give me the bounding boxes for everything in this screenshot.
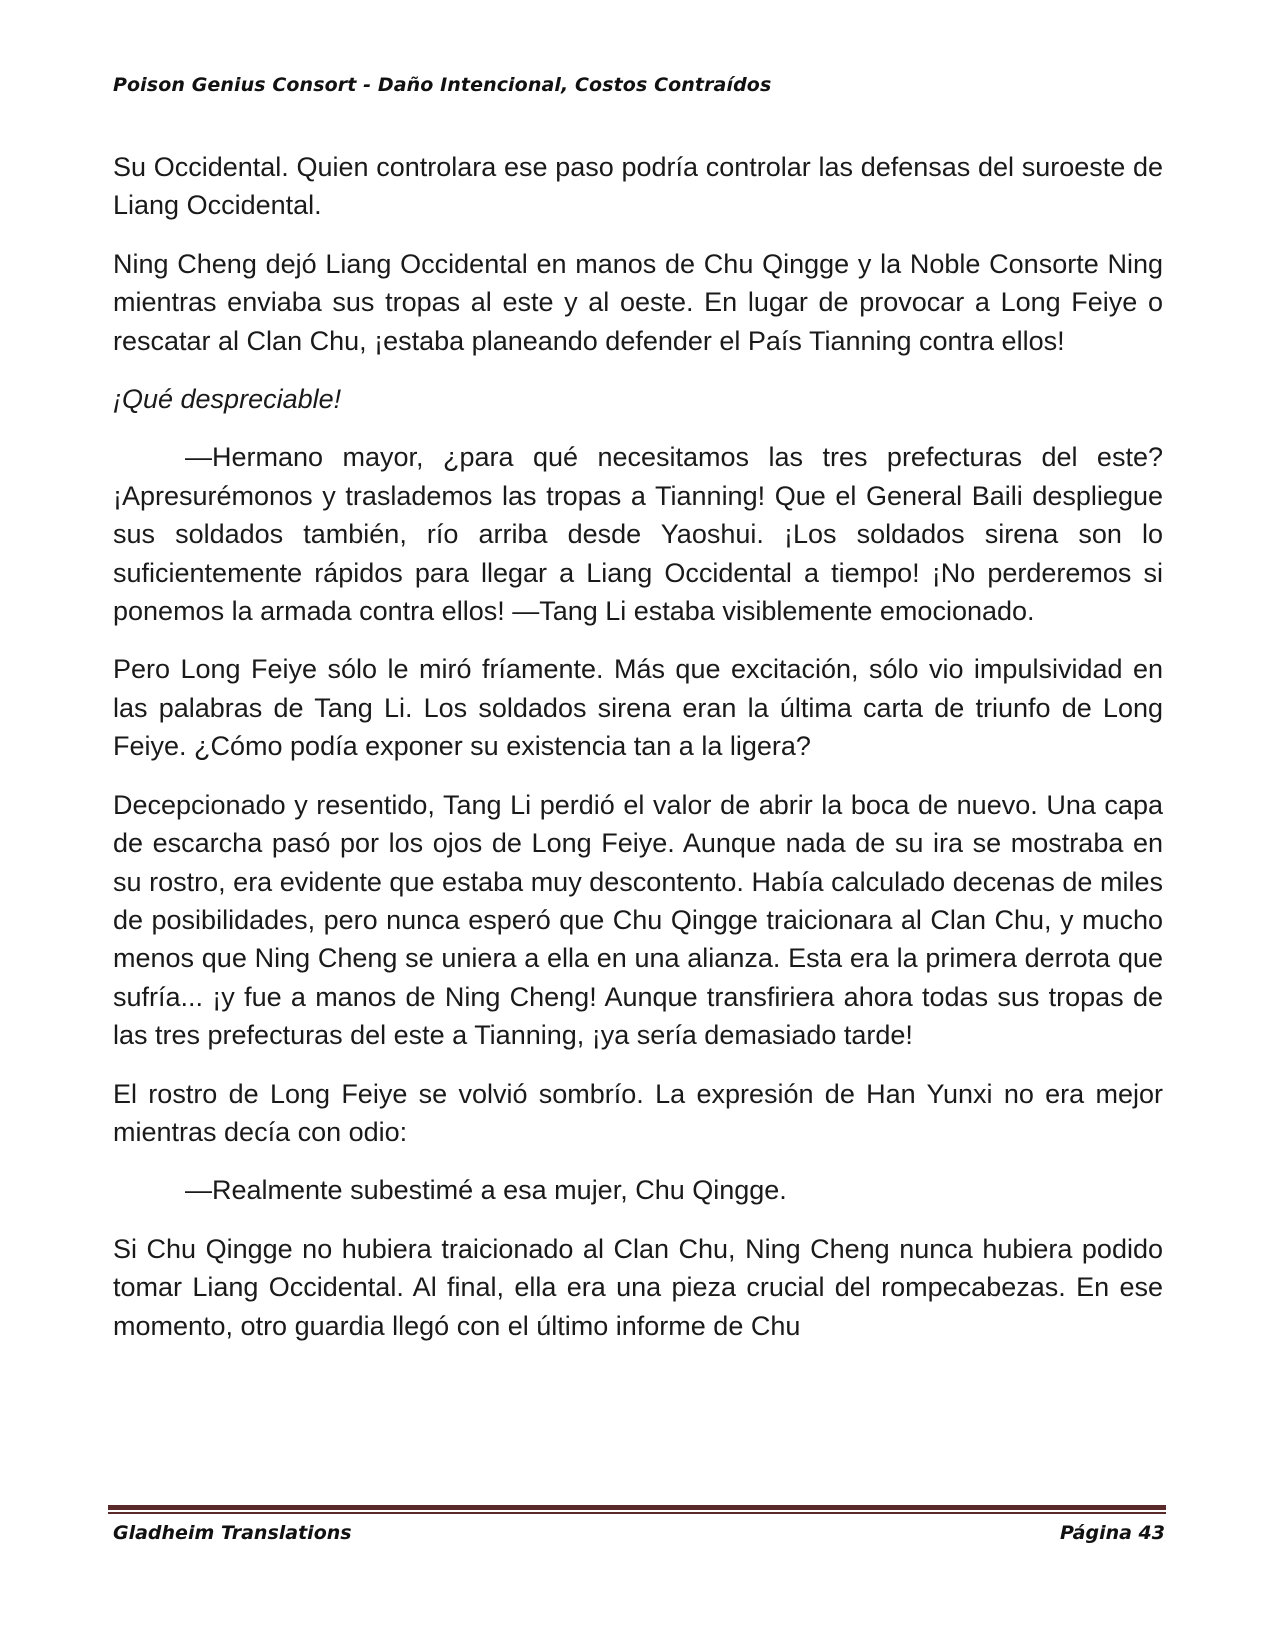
paragraph: Si Chu Qingge no hubiera traicionado al Clan Chu, Ning Cheng nunca hubiera podido tomar Liang Occidental. Al final, ella era una pieza crucial del rompecabezas. En ese momento, otro guardia llegó con el último informe de Chu bbox=[113, 1233, 1163, 1341]
running-header: Poison Genius Consort - Daño Intencional, Costos Contraídos bbox=[113, 74, 772, 96]
dialogue-paragraph: —Realmente subestimé a esa mujer, Chu Qingge. bbox=[185, 1175, 787, 1206]
dialogue-paragraph: —Hermano mayor, ¿para qué necesitamos las tres prefecturas del este? ¡Apresurémonos y traslademos las tropas a Tianning! Que el General Baili despliegue sus soldados también, río arriba desde Yaoshui. ¡Los soldados sirena son lo suficientemente rápidos para llegar a Liang Occidental a tiempo! ¡No perderemos si ponemos la armada contra ellos! —Tang Li estaba visiblemente emocionado. bbox=[113, 442, 1163, 627]
body-text bbox=[113, 148, 1163, 1365]
paragraph-italic: ¡Qué despreciable! bbox=[113, 384, 342, 415]
paragraph: El rostro de Long Feiye se volvió sombrío. La expresión de Han Yunxi no era mejor mientras decía con odio: bbox=[113, 1078, 1163, 1147]
paragraph: Decepcionado y resentido, Tang Li perdió el valor de abrir la boca de nuevo. Una capa de escarcha pasó por los ojos de Long Feiye. Aunque nada de su ira se mostraba en su rostro, era evidente que estaba muy descontento. Había calculado decenas de miles de posibilidades, pero nunca esperó que Chu Qingge traicionara al Clan Chu, y mucho menos que Ning Cheng se uniera a ella en una alianza. Esta era la primera derrota que sufría... ¡y fue a manos de Ning Cheng! Aunque transfiriera ahora todas sus tropas de las tres prefecturas del este a Tianning, ¡ya sería demasiado tarde! bbox=[113, 789, 1163, 1051]
paragraph: Su Occidental. Quien controlara ese paso podría controlar las defensas del suroeste de Liang Occidental. bbox=[113, 152, 1163, 221]
paragraph: Ning Cheng dejó Liang Occidental en manos de Chu Qingge y la Noble Consorte Ning mientras enviaba sus tropas al este y al oeste. En lugar de provocar a Long Feiye o rescatar al Clan Chu, ¡estaba planeando defender el País Tianning contra ellos! bbox=[113, 248, 1163, 356]
paragraph: Pero Long Feiye sólo le miró fríamente. Más que excitación, sólo vio impulsividad en las palabras de Tang Li. Los soldados sirena eran la última carta de triunfo de Long Feiye. ¿Cómo podía exponer su existencia tan a la ligera? bbox=[113, 654, 1163, 762]
footer-divider-thin bbox=[108, 1512, 1166, 1514]
footer-divider bbox=[108, 1505, 1166, 1515]
footer-page-number: Página 43 bbox=[1059, 1522, 1165, 1544]
footer-divider-thick bbox=[108, 1505, 1166, 1510]
footer-translator: Gladheim Translations bbox=[113, 1522, 352, 1544]
